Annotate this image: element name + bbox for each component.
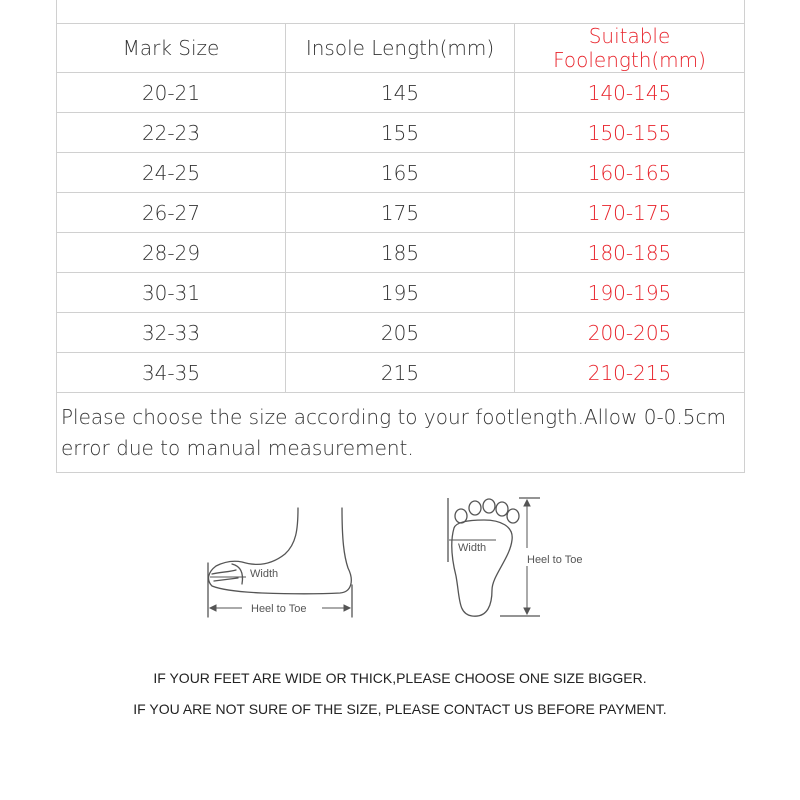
mark-size-cell: 20-21 <box>57 73 286 113</box>
sole-heel-to-toe-label: Heel to Toe <box>527 554 583 566</box>
footlength-cell: 190-195 <box>515 273 745 313</box>
insole-length-cell: 155 <box>286 113 515 153</box>
table-row <box>57 313 745 353</box>
mark-size-cell: 22-23 <box>57 113 286 153</box>
header-mark-size: Mark Size <box>57 24 286 73</box>
insole-length-cell: 165 <box>286 153 515 193</box>
table-row <box>57 233 745 273</box>
footlength-cell: 150-155 <box>515 113 745 153</box>
foot-measurement-diagram <box>0 480 800 640</box>
mark-size-cell: 34-35 <box>57 353 286 393</box>
insole-length-cell: 175 <box>286 193 515 233</box>
table-header-row <box>57 24 745 73</box>
size-note: Please choose the size according to your footlength.Allow 0-0.5cm error due to manual measurement. <box>57 393 745 473</box>
mark-size-cell: 32-33 <box>57 313 286 353</box>
sole-width-arrow-icon <box>449 500 530 614</box>
side-width-label: Width <box>250 568 279 580</box>
table-row <box>57 193 745 233</box>
size-chart-table <box>56 0 745 473</box>
header-suitable-footlength: Suitable Foolength(mm) <box>515 24 745 73</box>
insole-length-cell: 185 <box>286 233 515 273</box>
mark-size-cell: 24-25 <box>57 153 286 193</box>
footlength-cell: 180-185 <box>515 233 745 273</box>
note-row <box>57 393 745 473</box>
footer-wide-feet-note: IF YOUR FEET ARE WIDE OR THICK,PLEASE CHOOSE ONE SIZE BIGGER. <box>153 670 647 686</box>
footlength-cell: 170-175 <box>515 193 745 233</box>
table-row <box>57 153 745 193</box>
table-row <box>57 353 745 393</box>
insole-length-cell: 215 <box>286 353 515 393</box>
side-heel-to-toe-label: Heel to Toe <box>251 603 307 615</box>
table-row <box>57 273 745 313</box>
table-row <box>57 113 745 153</box>
header-insole-length: Insole Length(mm) <box>286 24 515 73</box>
foot-side-view-icon <box>208 508 352 617</box>
footlength-cell: 140-145 <box>515 73 745 113</box>
footer-contact-note: IF YOU ARE NOT SURE OF THE SIZE, PLEASE CONTACT US BEFORE PAYMENT. <box>133 701 667 717</box>
insole-length-cell: 195 <box>286 273 515 313</box>
mark-size-cell: 26-27 <box>57 193 286 233</box>
footlength-cell: 200-205 <box>515 313 745 353</box>
footlength-cell: 210-215 <box>515 353 745 393</box>
insole-length-cell: 205 <box>286 313 515 353</box>
table-top-strip <box>57 0 745 24</box>
insole-length-cell: 145 <box>286 73 515 113</box>
table-row <box>57 73 745 113</box>
mark-size-cell: 30-31 <box>57 273 286 313</box>
sole-width-label: Width <box>458 542 487 554</box>
mark-size-cell: 28-29 <box>57 233 286 273</box>
footlength-cell: 160-165 <box>515 153 745 193</box>
